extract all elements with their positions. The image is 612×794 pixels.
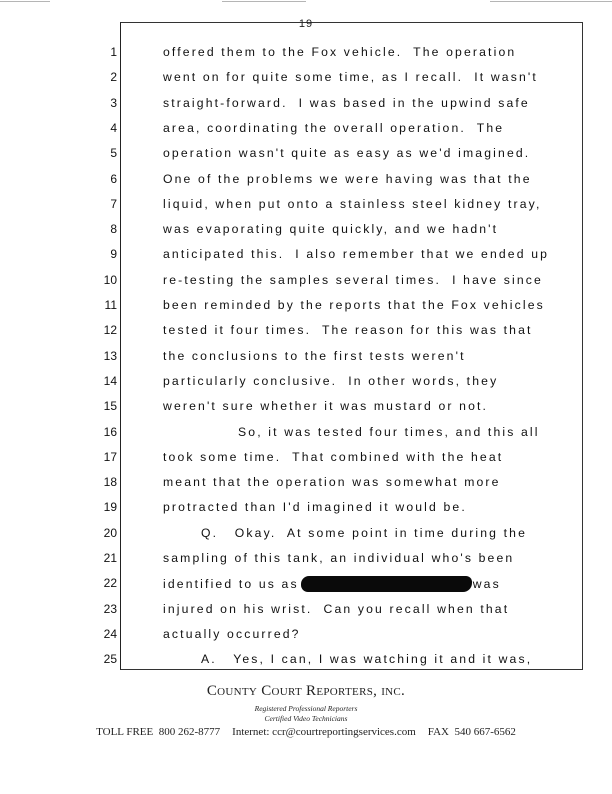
line-text: the conclusions to the first tests weren't	[163, 348, 466, 363]
line-text: operation wasn't quite as easy as we'd imagined.	[163, 146, 531, 161]
transcript-line	[0, 602, 612, 622]
line-text: re-testing the samples several times. I have since	[163, 272, 543, 287]
transcript-line	[0, 652, 612, 672]
transcript-line	[0, 576, 612, 596]
scan-artifact-line	[490, 1, 612, 2]
transcript-line	[0, 121, 612, 141]
line-text: offered them to the Fox vehicle. The operation	[163, 45, 517, 59]
line-text: was evaporating quite quickly, and we hadn't	[163, 222, 499, 237]
line-text: weren't sure whether it was mustard or not.	[163, 399, 489, 414]
line-text: anticipated this. I also remember that we ended up	[163, 247, 550, 262]
scan-artifact-line	[0, 1, 50, 2]
line-text: liquid, when put onto a stainless steel kidney tray,	[163, 196, 542, 211]
line-text-before-redaction: identified to us as	[163, 577, 299, 592]
line-number: 4	[110, 120, 117, 135]
transcript-page-frame	[120, 22, 583, 670]
line-number: 11	[104, 298, 117, 312]
footer-toll-free: TOLL FREE 800 262-8777	[96, 726, 221, 738]
line-number: 17	[103, 449, 117, 464]
transcript-line	[0, 222, 612, 242]
line-number: 1	[110, 45, 117, 59]
line-number: 21	[103, 551, 117, 565]
transcript-line	[0, 96, 612, 116]
line-number: 12	[103, 323, 117, 338]
transcript-line	[0, 475, 612, 495]
line-text: sampling of this tank, an individual who's been	[163, 551, 515, 565]
transcript-line	[0, 627, 612, 647]
transcript-line	[0, 500, 612, 520]
line-number: 5	[110, 146, 117, 161]
line-number: 15	[103, 399, 117, 414]
transcript-line	[0, 197, 612, 217]
transcript-line	[0, 349, 612, 369]
transcript-line	[0, 146, 612, 166]
line-number: 9	[110, 247, 117, 262]
line-text: straight-forward. I was based in the upwind safe	[163, 95, 530, 110]
line-text: particularly conclusive. In other words, they	[163, 373, 499, 388]
line-number: 18	[103, 475, 117, 490]
line-text: area, coordinating the overall operation. The	[163, 120, 505, 135]
line-number: 8	[110, 222, 117, 237]
transcript-line	[0, 273, 612, 293]
transcript-line	[0, 450, 612, 470]
line-text: took some time. That combined with the heat	[163, 449, 504, 464]
line-text: protracted than I'd imagined it would be.	[163, 500, 467, 515]
scan-artifact-line	[222, 1, 306, 2]
line-number: 3	[110, 95, 117, 110]
line-number: 20	[103, 525, 117, 540]
transcript-line	[0, 374, 612, 394]
line-text-after-redaction: was	[472, 577, 501, 592]
transcript-line	[0, 298, 612, 318]
transcript-line	[0, 323, 612, 343]
transcript-line	[0, 70, 612, 90]
line-text: So, it was tested four times, and this all	[238, 424, 540, 439]
transcript-line	[0, 551, 612, 571]
line-number: 19	[103, 500, 117, 515]
line-text: been reminded by the reports that the Fox vehicles	[163, 298, 545, 312]
line-number: 14	[103, 373, 117, 388]
footer-fax: FAX 540 667-6562	[427, 726, 516, 738]
line-text	[163, 576, 501, 592]
line-text: meant that the operation was somewhat more	[163, 475, 501, 490]
line-text: actually occurred?	[163, 626, 301, 641]
line-number: 16	[103, 424, 117, 439]
line-text: One of the problems we were having was that the	[163, 171, 532, 186]
line-text: tested it four times. The reason for this was that	[163, 323, 533, 338]
line-number: 24	[103, 626, 117, 641]
footer-contact-line	[0, 726, 612, 738]
transcript-line	[0, 45, 612, 65]
line-text: A. Yes, I can, I was watching it and it was,	[201, 652, 533, 667]
footer-tagline-reporters: Registered Professional Reporters	[254, 704, 358, 713]
line-text: injured on his wrist. Can you recall when that	[163, 601, 510, 616]
redaction-bar	[301, 576, 472, 592]
line-text: went on for quite some time, as I recall. It wasn't	[163, 70, 538, 85]
transcript-line	[0, 399, 612, 419]
line-text: Q. Okay. At some point in time during the	[201, 525, 528, 540]
transcript-line	[0, 172, 612, 192]
footer-company-name: County Court Reporters, inc.	[206, 683, 406, 699]
line-number: 22	[103, 576, 117, 591]
transcript-line	[0, 526, 612, 546]
line-number: 13	[103, 348, 117, 363]
line-number: 7	[110, 196, 117, 211]
transcript-line	[0, 425, 612, 445]
footer-internet: Internet: ccr@courtreportingservices.com	[232, 726, 416, 738]
line-number: 6	[110, 171, 117, 186]
line-number: 25	[103, 652, 117, 667]
footer-tagline-video: Certified Video Technicians	[264, 714, 348, 723]
transcript-line	[0, 247, 612, 267]
line-number: 10	[103, 272, 117, 287]
line-number: 23	[103, 601, 117, 616]
line-number: 2	[110, 70, 117, 85]
page-number: 19	[298, 18, 314, 30]
